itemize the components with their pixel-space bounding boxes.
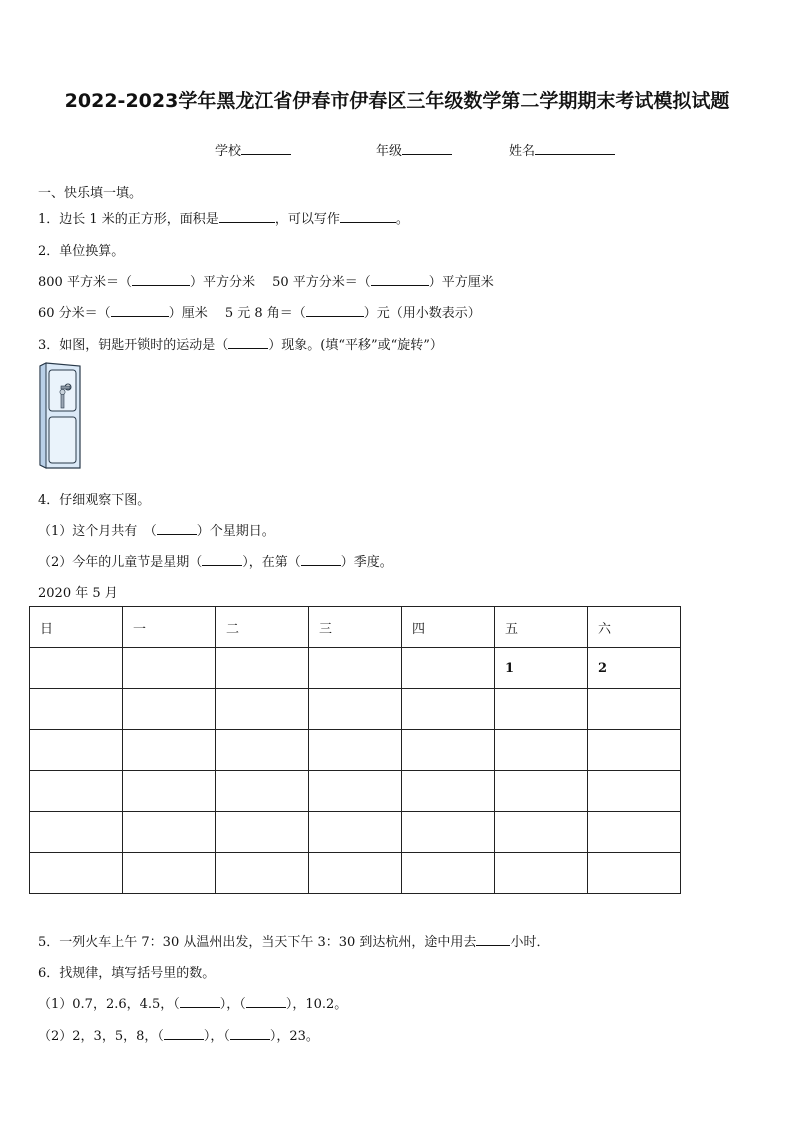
q4-blank-2[interactable] [202, 553, 242, 566]
calendar-header-cell: 日 [30, 607, 123, 648]
calendar-day-cell [123, 730, 216, 771]
q5-blank[interactable] [476, 933, 510, 946]
calendar-day-cell [495, 689, 588, 730]
q6-s2-text-c: ），23。 [269, 1029, 319, 1044]
calendar-day-cell [216, 689, 309, 730]
q2-r2-text-c: ）元（用小数表示） [363, 306, 481, 321]
question-2-row-1 [38, 271, 494, 290]
question-2-title: 2．单位换算。 [38, 244, 125, 259]
calendar-day-cell [216, 812, 309, 853]
q4-s2-text-c: ）季度。 [340, 555, 393, 570]
calendar-day-cell [402, 689, 495, 730]
calendar-header-row [30, 607, 681, 648]
grade-blank[interactable] [402, 141, 452, 155]
calendar-day-cell [402, 853, 495, 894]
calendar-day-cell [309, 853, 402, 894]
calendar-day-cell [588, 689, 681, 730]
q4-blank-3[interactable] [301, 553, 341, 566]
q2-r2-text-a: 60 分米＝（ [38, 306, 111, 321]
q2-r1-text-a: 800 平方米＝（ [38, 275, 132, 290]
q1-text-b: ，可以写作 [274, 212, 340, 227]
calendar-day-cell [30, 648, 123, 689]
calendar-day-cell: 2 [588, 648, 681, 689]
calendar-header-cell: 六 [588, 607, 681, 648]
calendar-header-cell: 三 [309, 607, 402, 648]
q2-r2-text-b: ）厘米 5 元 8 角＝（ [168, 306, 306, 321]
question-1 [38, 208, 409, 227]
question-4-part-2 [38, 551, 393, 570]
q1-blank-2[interactable] [340, 210, 396, 223]
q2-blank-4[interactable] [306, 304, 364, 317]
school-field [215, 140, 291, 159]
calendar-day-cell [495, 730, 588, 771]
q4-s1-text-a: （1）这个月共有 （ [38, 524, 157, 539]
calendar-day-cell [216, 730, 309, 771]
calendar-day-cell [30, 730, 123, 771]
calendar-day-cell [588, 730, 681, 771]
question-6-part-2 [38, 1025, 319, 1044]
calendar-day-cell [309, 730, 402, 771]
question-6-title: 6．找规律，填写括号里的数。 [38, 966, 216, 981]
calendar-day-cell: 1 [495, 648, 588, 689]
q1-blank-1[interactable] [219, 210, 275, 223]
calendar-week-row [30, 812, 681, 853]
page-title: 2022-2023学年黑龙江省伊春市伊春区三年级数学第二学期期末考试模拟试题 [64, 90, 730, 112]
calendar-caption: 2020 年 5 月 [38, 586, 118, 601]
calendar-week-row [30, 648, 681, 689]
name-label: 姓名 [509, 144, 536, 159]
calendar-day-cell [123, 812, 216, 853]
q3-text-a: 3．如图，钥匙开锁时的运动是（ [38, 338, 229, 353]
calendar-day-cell [402, 812, 495, 853]
q5-text-a: 5．一列火车上午 7：30 从温州出发，当天下午 3：30 到达杭州，途中用去 [38, 935, 477, 950]
q5-text-b: 小时． [510, 935, 550, 950]
calendar-day-cell [216, 853, 309, 894]
q2-blank-2[interactable] [371, 273, 429, 286]
q6-s2-text-a: （2）2，3，5，8，（ [38, 1029, 164, 1044]
question-6-part-1 [38, 993, 347, 1012]
question-4-part-1 [38, 520, 275, 539]
question-4-title: 4．仔细观察下图。 [38, 493, 151, 508]
q4-blank-1[interactable] [157, 522, 197, 535]
calendar-day-cell [309, 812, 402, 853]
calendar-day-cell [216, 648, 309, 689]
q6-s1-text-a: （1）0.7，2.6，4.5，（ [38, 997, 180, 1012]
calendar-week-row [30, 771, 681, 812]
school-label: 学校 [215, 144, 242, 159]
calendar-day-cell [123, 689, 216, 730]
q3-blank[interactable] [228, 336, 268, 349]
calendar-day-cell [495, 771, 588, 812]
calendar-day-cell [123, 853, 216, 894]
name-blank[interactable] [535, 141, 615, 155]
calendar-day-cell [309, 771, 402, 812]
q4-s2-text-b: ），在第（ [242, 555, 301, 570]
name-field [509, 140, 615, 159]
q6-blank-2[interactable] [246, 995, 286, 1008]
q4-s1-text-b: ）个星期日。 [196, 524, 275, 539]
calendar-week-row [30, 853, 681, 894]
calendar-day-cell [402, 771, 495, 812]
q6-blank-3[interactable] [164, 1027, 204, 1040]
q3-text-b: ）现象。(填“平移”或“旋转”） [268, 338, 443, 353]
grade-field [376, 140, 452, 159]
q6-blank-4[interactable] [230, 1027, 270, 1040]
school-blank[interactable] [241, 141, 291, 155]
calendar-day-cell [402, 730, 495, 771]
q2-blank-3[interactable] [111, 304, 169, 317]
calendar-day-cell [588, 771, 681, 812]
q2-r1-text-b: ）平方分米 50 平方分米＝（ [189, 275, 371, 290]
calendar-header-cell: 四 [402, 607, 495, 648]
calendar-day-cell [495, 812, 588, 853]
calendar-header-cell: 一 [123, 607, 216, 648]
calendar-day-cell [30, 771, 123, 812]
q6-s1-text-c: ），10.2。 [285, 997, 348, 1012]
calendar-day-cell [123, 771, 216, 812]
question-5 [38, 931, 549, 950]
q1-text-a: 1．边长 1 米的正方形，面积是 [38, 212, 219, 227]
calendar-day-cell [216, 771, 309, 812]
q6-blank-1[interactable] [180, 995, 220, 1008]
q6-s1-text-b: ），（ [219, 997, 246, 1012]
calendar-day-cell [123, 648, 216, 689]
door-with-key-illustration [38, 362, 84, 470]
calendar-week-row [30, 689, 681, 730]
q2-blank-1[interactable] [132, 273, 190, 286]
calendar-day-cell [30, 812, 123, 853]
calendar-day-cell [309, 689, 402, 730]
calendar-day-cell [309, 648, 402, 689]
calendar-day-cell [588, 853, 681, 894]
calendar-week-row [30, 730, 681, 771]
calendar-day-cell [30, 853, 123, 894]
question-3 [38, 334, 443, 353]
section-heading: 一、快乐填一填。 [38, 186, 143, 201]
calendar-day-cell [402, 648, 495, 689]
calendar-day-cell [495, 853, 588, 894]
calendar-day-cell [30, 689, 123, 730]
q2-r1-text-c: ）平方厘米 [428, 275, 494, 290]
calendar-day-cell [588, 812, 681, 853]
calendar-header-cell: 二 [216, 607, 309, 648]
question-2-row-2 [38, 302, 481, 321]
q1-text-c: 。 [395, 212, 409, 227]
calendar-header-cell: 五 [495, 607, 588, 648]
q6-s2-text-b: ），（ [203, 1029, 230, 1044]
grade-label: 年级 [376, 144, 403, 159]
calendar-table [29, 606, 681, 894]
q4-s2-text-a: （2）今年的儿童节是星期（ [38, 555, 203, 570]
